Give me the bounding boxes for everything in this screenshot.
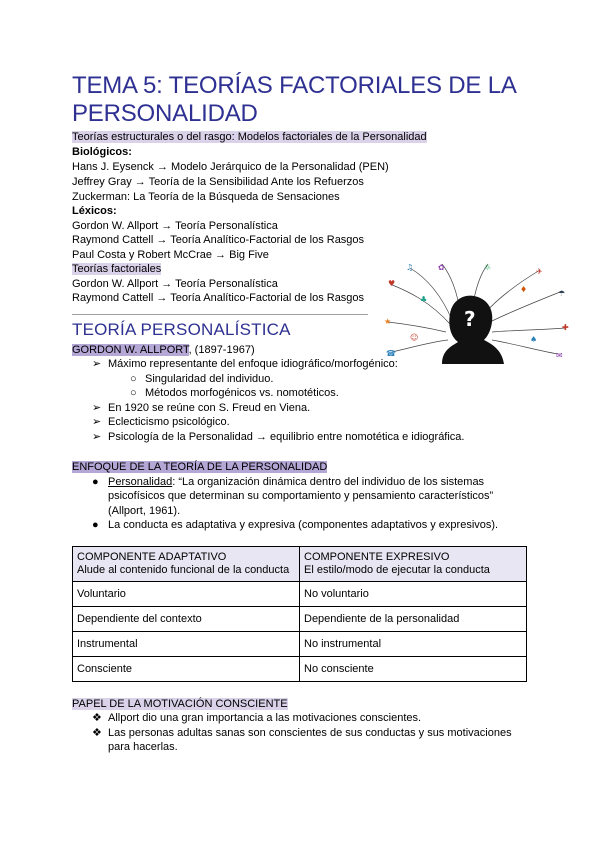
table-cell: No instrumental [300, 632, 527, 657]
svg-text:♠: ♠ [530, 335, 538, 344]
sub-point-item: Singularidad del individuo. [145, 373, 274, 385]
document-title: TEMA 5: TEORÍAS FACTORIALES DE LA PERSONALIDAD [72, 72, 516, 127]
header-title-expressive: COMPONENTE EXPRESIVO [304, 551, 450, 563]
header-subtitle-expressive: El estilo/modo de ejecutar la conducta [304, 564, 490, 576]
point-item: Eclecticismo psicológico. [108, 416, 230, 428]
circle-bullet-icon: ○ [130, 387, 137, 399]
definition-text: : “La organización dinámica dentro del individuo de los sistemas [172, 476, 485, 488]
lexical-heading: Léxicos: [72, 205, 117, 217]
svg-text:✉: ✉ [556, 351, 563, 360]
svg-text:☺: ☺ [410, 333, 419, 342]
motivation-item: Las personas adultas sanas son conscientes de sus conductas y sus motivaciones [108, 727, 512, 739]
definition-term: Personalidad [108, 476, 173, 488]
enfoque-heading-line [72, 460, 327, 474]
table-header-cell [73, 547, 300, 582]
factorial-heading: Teorías factoriales [72, 263, 162, 275]
table-cell: Voluntario [73, 582, 300, 607]
svg-text:✈: ✈ [536, 267, 543, 276]
lex-item: Gordon W. Allport → Teoría Personalística [72, 220, 278, 232]
bio-item: Hans J. Eysenck → Modelo Jerárquico de la Personalidad (PEN) [72, 161, 389, 173]
factorial-item: Gordon W. Allport → Teoría Personalística [72, 278, 278, 290]
author-years: , (1897-1967) [188, 344, 255, 356]
svg-text:☼: ☼ [484, 263, 492, 272]
table-cell: Dependiente del contexto [73, 607, 300, 632]
factorial-heading-line [72, 262, 161, 276]
arrow-bullet-icon: ➢ [92, 431, 102, 443]
dot-bullet-icon: ● [92, 476, 99, 488]
author-line [72, 343, 255, 357]
section-divider [72, 314, 368, 315]
table-header-row [73, 547, 527, 582]
svg-text:✿: ✿ [438, 263, 445, 272]
diamond-bullet-icon: ❖ [92, 727, 102, 739]
svg-text:☎: ☎ [386, 349, 396, 358]
table-cell: Dependiente de la personalidad [300, 607, 527, 632]
svg-text:♫: ♫ [406, 263, 414, 272]
biological-heading: Biológicos: [72, 146, 132, 158]
svg-text:♦: ♦ [520, 285, 528, 294]
svg-text:★: ★ [384, 317, 392, 326]
diamond-bullet-icon: ❖ [92, 712, 102, 724]
structural-theories-highlight: Teorías estructurales o del rasgo: Modelos factoriales de la Personalidad [72, 131, 427, 143]
header-subtitle-adaptive: Alude al contenido funcional de la conducta [77, 564, 290, 576]
arrow-bullet-icon: ➢ [92, 358, 102, 370]
lex-item: Paul Costa y Robert McCrae → Big Five [72, 249, 269, 261]
table-cell: Instrumental [73, 632, 300, 657]
sub-point-item: Métodos morfogénicos vs. nomotéticos. [145, 387, 339, 399]
table-cell: No consciente [300, 657, 527, 682]
point-item: Psicología de la Personalidad → equilibrio entre nomotética e idiográfica. [108, 431, 465, 443]
motivation-item-continued: para hacerlas. [108, 741, 178, 753]
svg-text:✚: ✚ [562, 323, 569, 332]
motivation-heading: PAPEL DE LA MOTIVACIÓN CONSCIENTE [72, 698, 288, 710]
bio-item: Zuckerman: La Teoría de la Búsqueda de Sensaciones [72, 191, 340, 203]
point-item: En 1920 se reúne con S. Freud en Viena. [108, 402, 311, 414]
enfoque-heading: ENFOQUE DE LA TEORÍA DE LA PERSONALIDAD [72, 461, 328, 473]
structural-theories-line [72, 130, 427, 144]
thinking-head-icon [380, 262, 570, 364]
conduct-point: La conducta es adaptativa y expresiva (componentes adaptativos y expresivos). [108, 519, 499, 531]
definition-text: psicofísicos que determinan su comportamiento y pensamiento característicos” [108, 490, 494, 502]
motivation-item: Allport dio una gran importancia a las motivaciones conscientes. [108, 712, 422, 724]
table-row [73, 657, 527, 682]
bio-item: Jeffrey Gray → Teoría de la Sensibilidad Ante los Refuerzos [72, 176, 364, 188]
arrow-bullet-icon: ➢ [92, 416, 102, 428]
svg-text:♣: ♣ [420, 295, 428, 304]
components-table [72, 546, 527, 682]
definition-citation: (Allport, 1961). [108, 505, 181, 517]
question-mark-icon: ? [464, 307, 476, 331]
table-row [73, 582, 527, 607]
motivation-heading-line [72, 697, 288, 711]
header-title-adaptive: COMPONENTE ADAPTATIVO [77, 551, 227, 563]
author-name: GORDON W. ALLPORT [72, 344, 189, 356]
table-header-cell [300, 547, 527, 582]
factorial-item: Raymond Cattell → Teoría Analítico-Factorial de los Rasgos [72, 292, 365, 304]
table-cell: No voluntario [300, 582, 527, 607]
table-row [73, 632, 527, 657]
table-cell: Consciente [73, 657, 300, 682]
svg-text:☂: ☂ [558, 289, 566, 298]
arrow-bullet-icon: ➢ [92, 402, 102, 414]
section-heading: TEORÍA PERSONALÍSTICA [72, 320, 291, 339]
point-item: Máximo representante del enfoque idiográfico/morfogénico: [108, 358, 398, 370]
table-row [73, 607, 527, 632]
svg-text:♥: ♥ [388, 279, 396, 288]
circle-bullet-icon: ○ [130, 373, 137, 385]
dot-bullet-icon: ● [92, 519, 99, 531]
definition-line [108, 475, 484, 489]
lex-item: Raymond Cattell → Teoría Analítico-Factorial de los Rasgos [72, 234, 365, 246]
